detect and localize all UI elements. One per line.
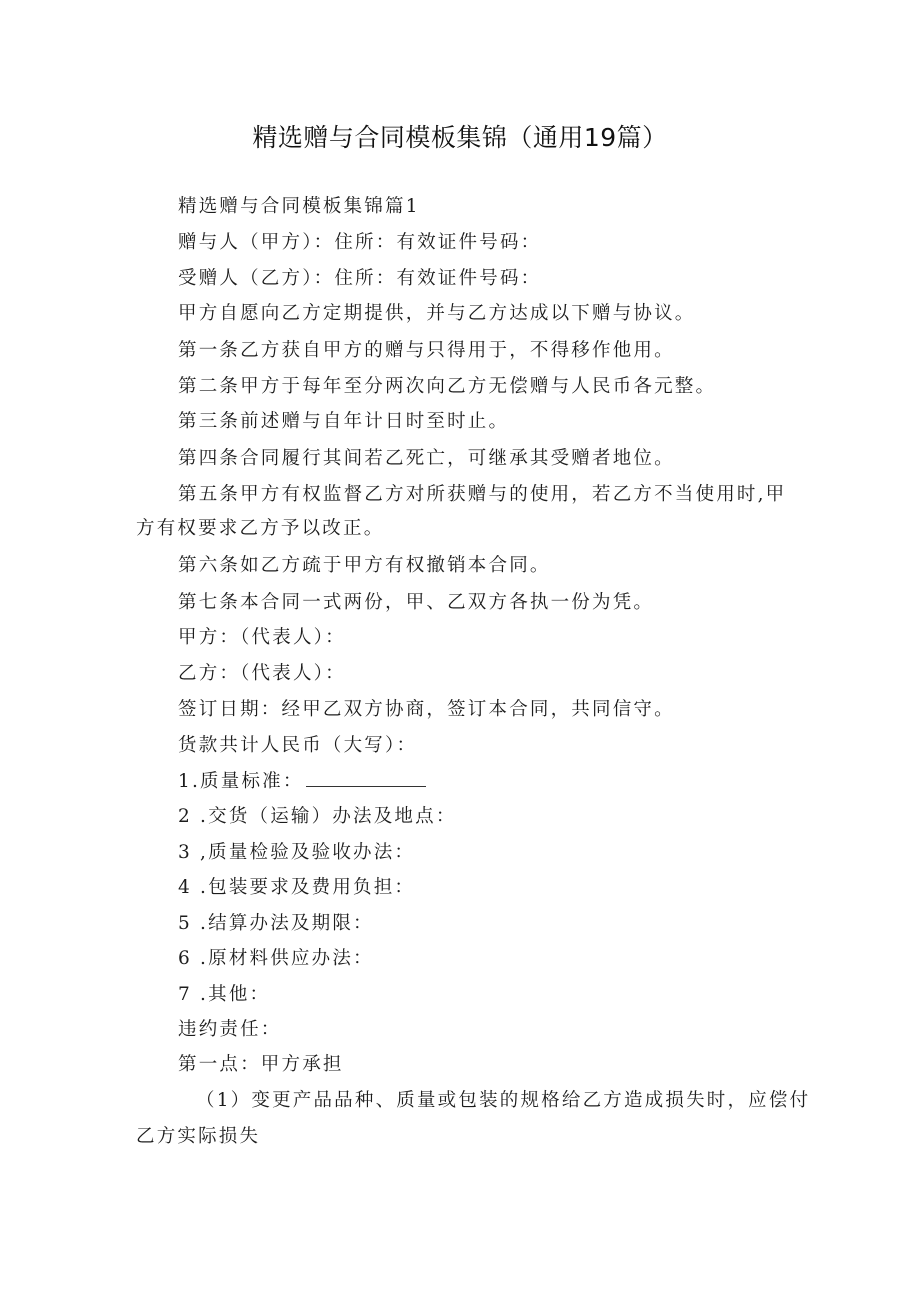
clause-5: 第五条甲方有权监督乙方对所获赠与的使用，若乙方不当使用时,甲 bbox=[178, 484, 787, 505]
party-b-signature: 乙方：（代表人）： bbox=[178, 663, 346, 684]
point-1: 第一点：甲方承担 bbox=[178, 1054, 344, 1075]
donor-line: 赠与人（甲方）：住所：有效证件号码： bbox=[178, 232, 542, 253]
item-1 bbox=[178, 768, 426, 796]
item-7: 7 .其他： bbox=[178, 984, 271, 1005]
fill-in-blank bbox=[306, 768, 426, 787]
item-5: 5 .结算办法及期限： bbox=[178, 913, 374, 934]
point-1-item-1: （1）变更产品品种、质量或包装的规格给乙方造成损失时，应偿付 bbox=[196, 1090, 811, 1111]
clause-5-continued: 方有权要求乙方予以改正。 bbox=[136, 518, 385, 539]
signing-date: 签订日期：经甲乙双方协商，签订本合同，共同信守。 bbox=[178, 699, 675, 720]
section-heading: 精选赠与合同模板集锦篇1 bbox=[178, 196, 420, 217]
donee-line: 受赠人（乙方）：住所：有效证件号码： bbox=[178, 268, 542, 289]
clause-7: 第七条本合同一式两份，甲、乙双方各执一份为凭。 bbox=[178, 592, 655, 613]
liability-heading: 违约责任： bbox=[178, 1019, 282, 1040]
item-1-text: 1.质量标准： bbox=[178, 771, 304, 792]
item-4: 4 .包装要求及费用负担： bbox=[178, 877, 416, 898]
payment-total: 货款共计人民币（大写）： bbox=[178, 735, 418, 756]
agreement-intro: 甲方自愿向乙方定期提供，并与乙方达成以下赠与协议。 bbox=[178, 303, 696, 324]
item-2: 2 .交货（运输）办法及地点： bbox=[178, 806, 457, 827]
party-a-signature: 甲方：（代表人）： bbox=[178, 627, 346, 648]
clause-3: 第三条前述赠与自年计日时至时止。 bbox=[178, 411, 510, 432]
clause-6: 第六条如乙方疏于甲方有权撤销本合同。 bbox=[178, 555, 551, 576]
item-3: 3 ,质量检验及验收办法： bbox=[178, 842, 416, 863]
document-title: 精选赠与合同模板集锦（通用19篇） bbox=[252, 123, 668, 152]
clause-4: 第四条合同履行其间若乙死亡，可继承其受赠者地位。 bbox=[178, 448, 675, 469]
point-1-item-1-continued: 乙方实际损失 bbox=[136, 1126, 261, 1147]
item-6: 6 .原材料供应办法： bbox=[178, 948, 374, 969]
clause-1: 第一条乙方获自甲方的赠与只得用于，不得移作他用。 bbox=[178, 340, 675, 361]
clause-2: 第二条甲方于每年至分两次向乙方无偿赠与人民币各元整。 bbox=[178, 376, 717, 397]
